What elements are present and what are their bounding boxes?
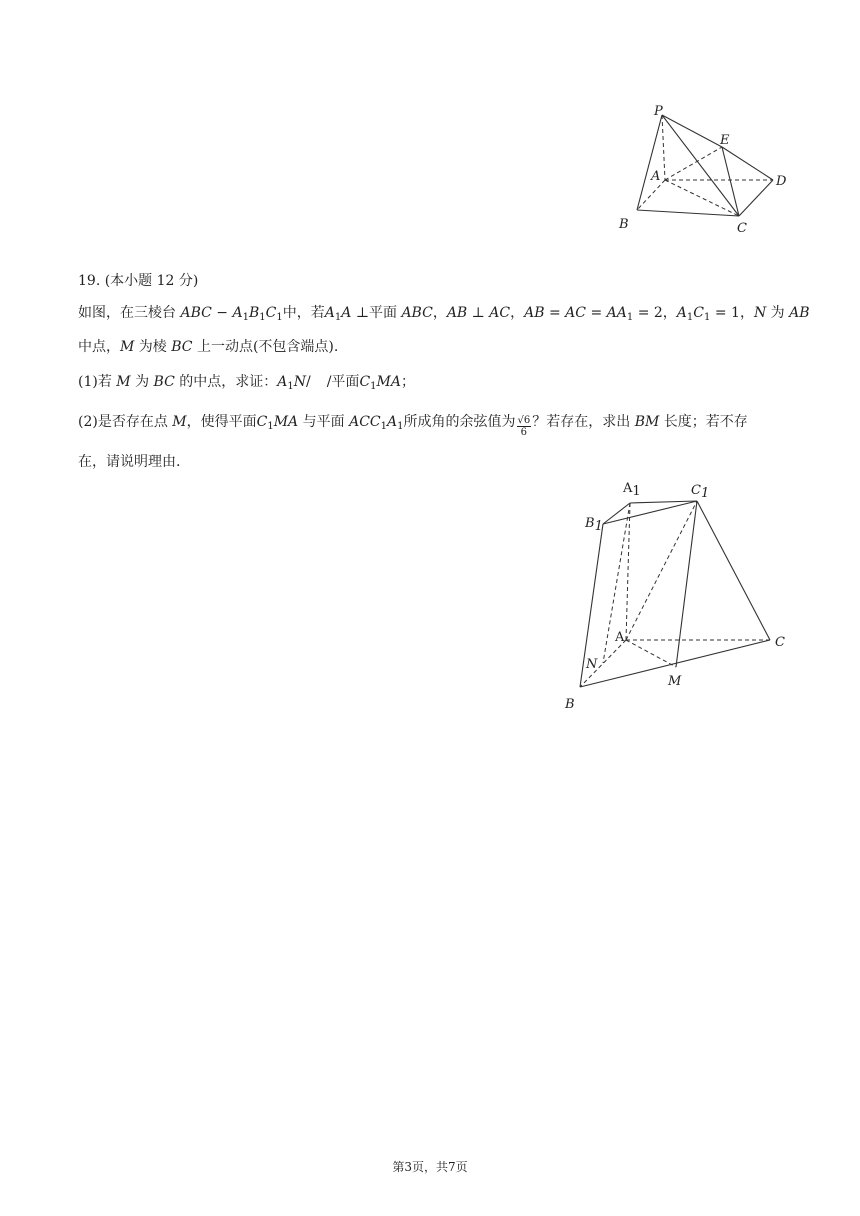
edge-PC	[662, 115, 739, 216]
figure-frustum	[560, 475, 800, 720]
label-A: A	[651, 169, 661, 184]
edge-CD	[739, 180, 773, 216]
label-E: E	[720, 133, 730, 148]
edge-BC	[637, 210, 739, 216]
question-part1: (1)若 M 为 BC 的中点，求证：$A_1N/$ /平面$C_1MA$；	[78, 374, 415, 392]
edge-C1M	[676, 501, 697, 667]
question-header: 19. (本小题 12 分)	[78, 273, 199, 289]
edge-AC1	[626, 501, 697, 640]
label-A1: A1	[623, 481, 641, 499]
edge-AM	[626, 640, 676, 667]
page-footer: 第3页，共7页	[392, 1160, 468, 1174]
edge-PE	[662, 115, 722, 147]
edge-AA1	[626, 503, 630, 640]
label-D: D	[776, 174, 787, 189]
label-B1: B1	[585, 516, 603, 534]
label-C: C	[775, 635, 785, 650]
label-A: A	[615, 630, 625, 645]
edge-CC1	[697, 501, 770, 640]
question-stem-line1: 如图，在三棱台 ABC − $A_1B_1C_1$中，若$A_1A$ ⊥平面 ABC，AB ⊥ AC，AB = AC = $AA_1 = 2$，$A_1C_1 = 1$，N 为 AB	[78, 305, 810, 323]
cos-value-fraction: $\frac{√6}{6}$	[517, 415, 531, 438]
question-part2-line2: 在，请说明理由.	[78, 454, 181, 470]
label-N: N	[586, 657, 598, 672]
label-B: B	[565, 697, 575, 712]
question-part2-line1: (2)是否存在点 M，使得平面$C_1MA$ 与平面 $ACC_1A_1$所成角的余弦值为 $\frac{√6}{6}$ ？若存在，求出 BM 长度；若不存	[78, 414, 748, 438]
label-M: M	[668, 674, 682, 689]
label-P: P	[654, 104, 663, 119]
label-C1: C1	[691, 483, 710, 501]
edge-PA	[662, 115, 665, 180]
figure-pyramid	[610, 100, 800, 240]
question-stem-line2: 中点，M 为棱 BC 上一动点(不包含端点).	[78, 339, 339, 355]
label-B: B	[619, 217, 629, 232]
edge-PB	[637, 115, 662, 210]
edge-A1C1	[630, 501, 697, 503]
edge-AE	[665, 147, 722, 180]
edge-ED	[722, 147, 773, 180]
label-C: C	[737, 221, 747, 236]
edge-AC	[665, 180, 739, 216]
